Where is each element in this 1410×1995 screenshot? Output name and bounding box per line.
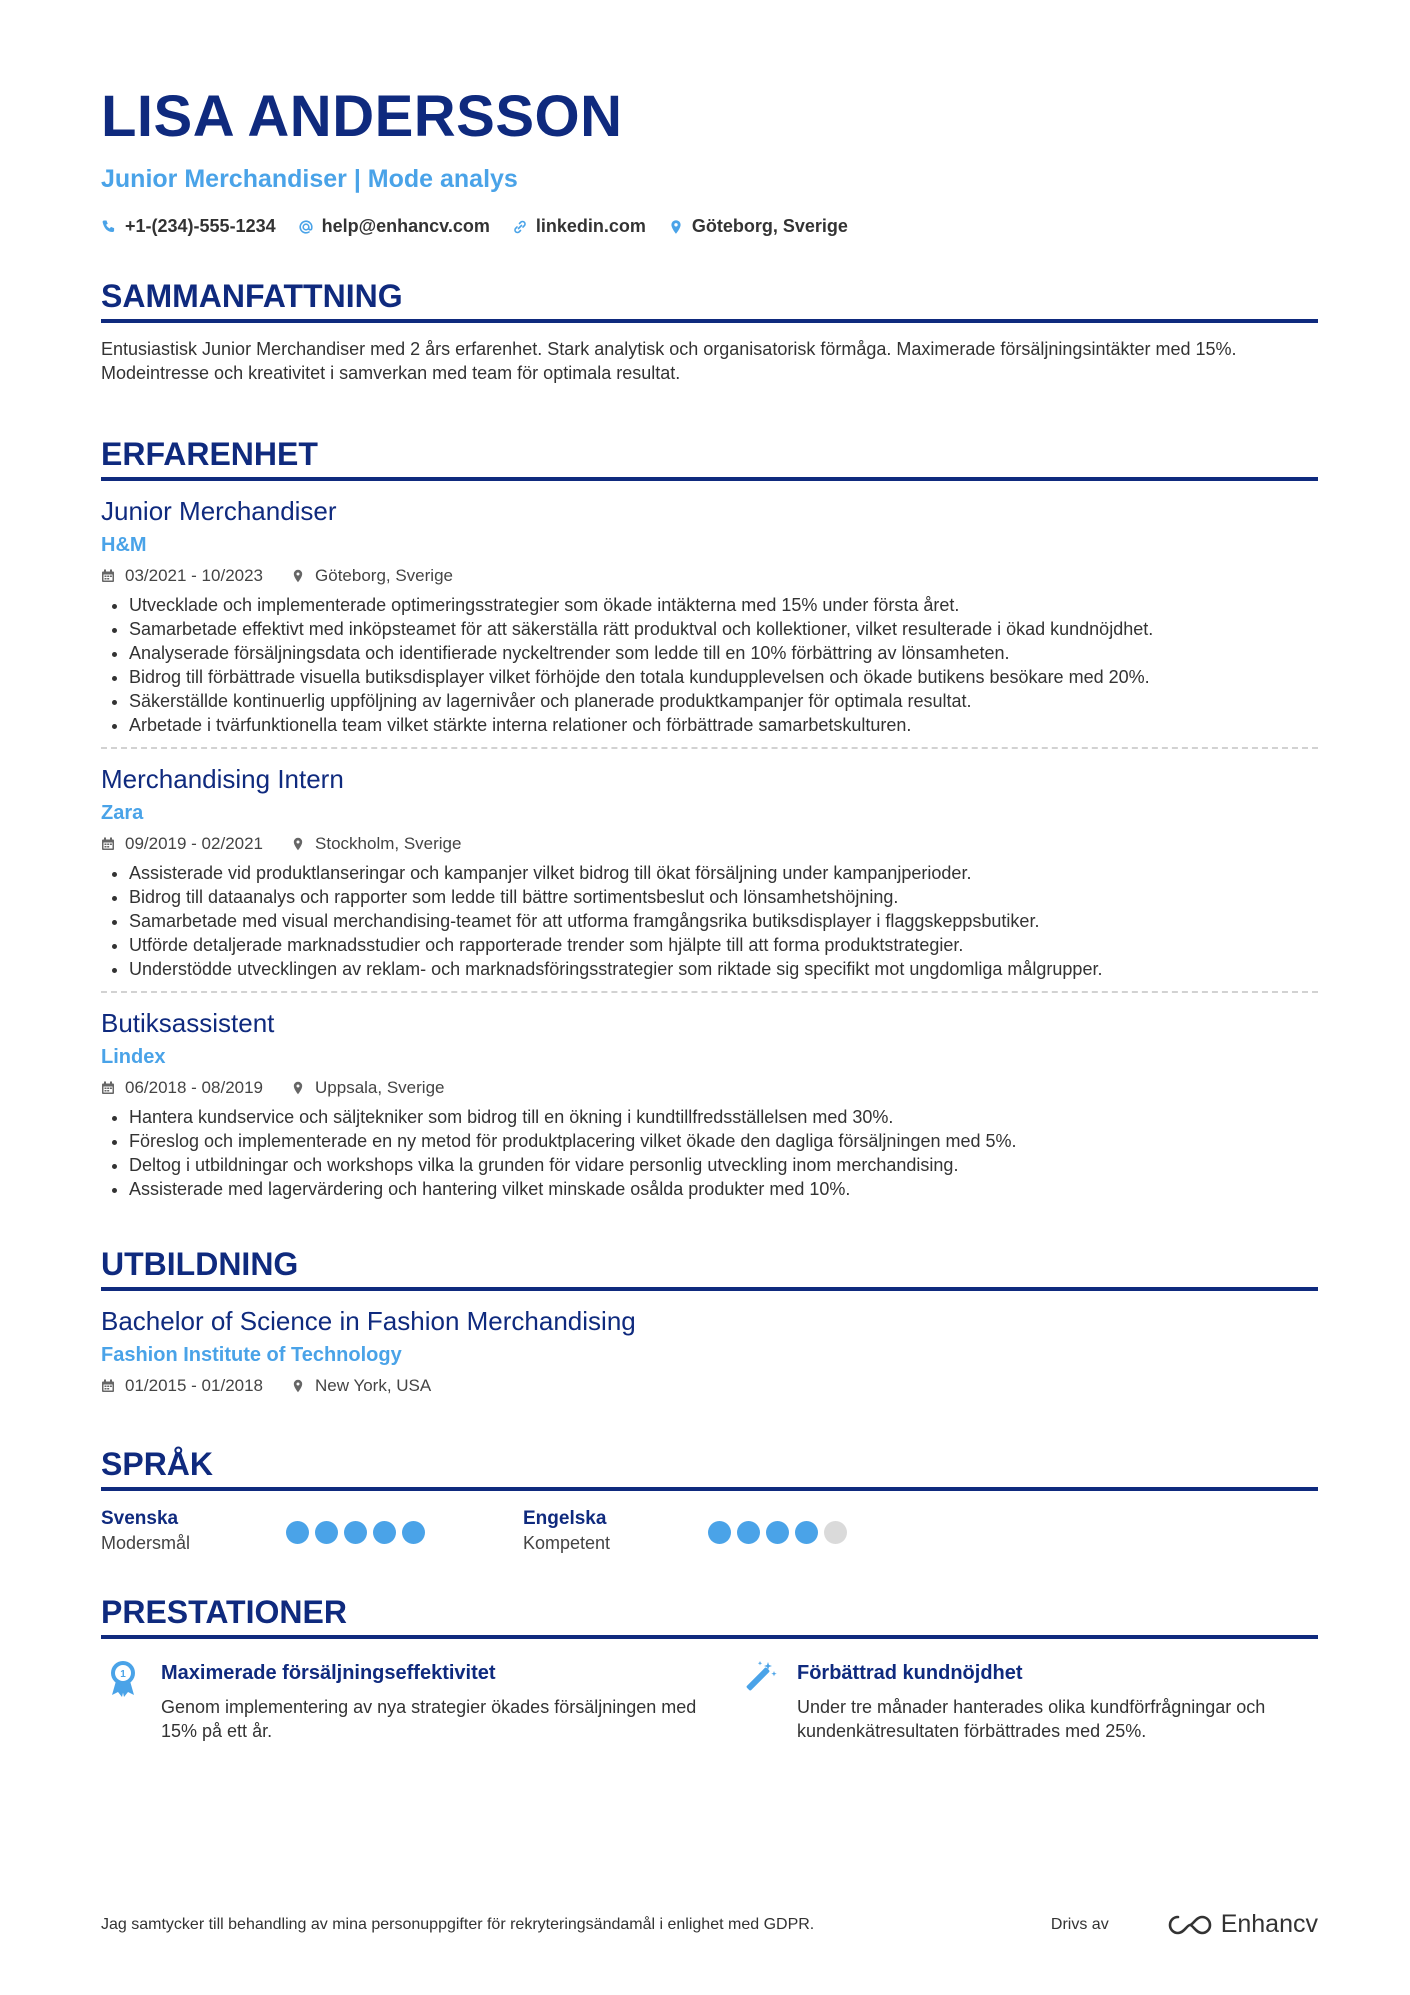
calendar-icon bbox=[101, 569, 115, 583]
achievement-title: Maximerade försäljningseffektivitet bbox=[161, 1662, 496, 1684]
rating-dot-filled bbox=[795, 1521, 818, 1544]
rating-dot-filled bbox=[737, 1521, 760, 1544]
school-name: Fashion Institute of Technology bbox=[101, 1344, 402, 1366]
section-title-languages: SPRÅK bbox=[101, 1445, 1318, 1491]
bullet-item: • Föreslog och implementerade en ny metod för produktplacering vilket ökade den dagliga försäljningen med 5%. bbox=[129, 1129, 1318, 1153]
resume-page bbox=[101, 84, 1318, 1743]
degree-title: Bachelor of Science in Fashion Merchandising bbox=[101, 1306, 636, 1336]
job-entry bbox=[101, 481, 1318, 749]
languages-section bbox=[101, 1445, 1318, 1555]
rating-dot-filled bbox=[402, 1521, 425, 1544]
award-ribbon-icon bbox=[101, 1659, 145, 1743]
section-title-experience: ERFARENHET bbox=[101, 435, 1318, 481]
experience-section bbox=[101, 435, 1318, 1211]
footer bbox=[101, 1910, 1318, 1939]
bullet-item: • Bidrog till dataanalys och rapporter som ledde till bättre sortimentsbeslut och lönsamhetshöjning. bbox=[129, 885, 1318, 909]
magic-wand-icon bbox=[737, 1659, 781, 1743]
job-dates bbox=[101, 1077, 263, 1099]
summary-section bbox=[101, 277, 1318, 385]
infinity-logo-icon bbox=[1167, 1913, 1213, 1937]
job-meta bbox=[101, 1077, 1318, 1099]
job-location bbox=[291, 565, 453, 587]
rating-dot-filled bbox=[708, 1521, 731, 1544]
calendar-icon bbox=[101, 837, 115, 851]
job-bullets bbox=[101, 861, 1318, 981]
achievement-title: Förbättrad kundnöjdhet bbox=[797, 1662, 1023, 1684]
rating-dot-filled bbox=[286, 1521, 309, 1544]
bullet-item: • Utförde detaljerade marknadsstudier och rapporterade trender som hjälpte till att forma produktstrategier. bbox=[129, 933, 1318, 957]
job-entry bbox=[101, 993, 1318, 1211]
bullet-item: • Samarbetade med visual merchandising-teamet för att utforma framgångsrika butiksdisplayer i flaggskeppsbutiker. bbox=[129, 909, 1318, 933]
map-pin-icon bbox=[291, 837, 305, 851]
email-text: help@enhancv.com bbox=[321, 216, 490, 236]
map-pin-icon bbox=[291, 1081, 305, 1095]
bullet-item: • Arbetade i tvärfunktionella team vilket stärkte interna relationer och förbättrade samarbetskulturen. bbox=[129, 713, 1318, 737]
job-location-text: Göteborg, Sverige bbox=[315, 566, 453, 585]
education-location bbox=[291, 1375, 431, 1397]
rating-dot-filled bbox=[344, 1521, 367, 1544]
education-dates-text: 01/2015 - 01/2018 bbox=[125, 1376, 264, 1395]
bullet-item: • Samarbetade effektivt med inköpsteamet för att säkerställa rätt produktval och kollektioner, vilket resulterade i ökad kundnöjdhet. bbox=[129, 617, 1318, 641]
contact-bar bbox=[101, 216, 1318, 237]
map-pin-icon bbox=[668, 219, 684, 235]
language-rating bbox=[286, 1507, 425, 1555]
achievement-list bbox=[101, 1659, 1318, 1743]
job-bullets bbox=[101, 1105, 1318, 1201]
section-title-education: UTBILDNING bbox=[101, 1245, 1318, 1291]
rating-dot-empty bbox=[824, 1521, 847, 1544]
education-location-text: New York, USA bbox=[315, 1376, 432, 1395]
language-name: Svenska bbox=[101, 1508, 179, 1529]
achievement-desc: Under tre månader hanterades olika kundförfrågningar och kundenkätresultaten förbättrades med 25%. bbox=[797, 1697, 1266, 1741]
location-text: Göteborg, Sverige bbox=[691, 216, 848, 236]
education-meta bbox=[101, 1375, 1318, 1397]
phone-text: +1-(234)-555-1234 bbox=[125, 216, 276, 236]
contact-location bbox=[668, 216, 848, 237]
job-dates bbox=[101, 833, 263, 855]
education-entry bbox=[101, 1291, 1318, 1407]
bullet-item: • Assisterade med lagervärdering och hantering vilket minskade osålda produkter med 10%. bbox=[129, 1177, 1318, 1201]
job-dates-text: 09/2019 - 02/2021 bbox=[125, 834, 264, 853]
candidate-name: LISA ANDERSSON bbox=[101, 84, 623, 149]
rating-dot-filled bbox=[373, 1521, 396, 1544]
achievement-item bbox=[101, 1659, 737, 1743]
candidate-subtitle: Junior Merchandiser | Mode analys bbox=[101, 165, 518, 193]
language-rating bbox=[708, 1507, 847, 1555]
job-dates bbox=[101, 565, 263, 587]
contact-linkedin[interactable] bbox=[512, 216, 646, 237]
company-name: H&M bbox=[101, 534, 147, 556]
job-bullets bbox=[101, 593, 1318, 737]
rating-dot-filled bbox=[315, 1521, 338, 1544]
job-location-text: Stockholm, Sverige bbox=[315, 834, 462, 853]
at-sign-icon bbox=[298, 219, 314, 235]
job-title: Merchandising Intern bbox=[101, 764, 344, 794]
bullet-item: • Deltog i utbildningar och workshops vilka la grunden för vidare personlig utveckling inom merchandising. bbox=[129, 1153, 1318, 1177]
language-level: Modersmål bbox=[101, 1533, 191, 1553]
job-location bbox=[291, 1077, 444, 1099]
powered-by: Drivs av bbox=[1050, 1915, 1109, 1933]
achievement-desc: Genom implementering av nya strategier ökades försäljningen med 15% på ett år. bbox=[161, 1697, 697, 1741]
job-dates-text: 03/2021 - 10/2023 bbox=[125, 566, 264, 585]
job-entry bbox=[101, 749, 1318, 993]
calendar-icon bbox=[101, 1081, 115, 1095]
job-meta bbox=[101, 833, 1318, 855]
company-name: Lindex bbox=[101, 1046, 166, 1068]
contact-phone[interactable] bbox=[101, 216, 276, 237]
bullet-item: • Bidrog till förbättrade visuella butiksdisplayer vilket förhöjde den totala kundupplevelsen och ökade butikens besökare med 20%. bbox=[129, 665, 1318, 689]
bullet-item: • Assisterade vid produktlanseringar och kampanjer vilket bidrog till ökat försäljning under kampanjperioder. bbox=[129, 861, 1318, 885]
map-pin-icon bbox=[291, 569, 305, 583]
job-title: Butiksassistent bbox=[101, 1008, 275, 1038]
achievement-item bbox=[737, 1659, 1297, 1743]
job-title: Junior Merchandiser bbox=[101, 496, 337, 526]
link-icon bbox=[512, 219, 528, 235]
linkedin-text: linkedin.com bbox=[535, 216, 646, 236]
bullet-item: • Analyserade försäljningsdata och identifierade nyckeltrender som ledde till en 10% förbättring av lönsamheten. bbox=[129, 641, 1318, 665]
calendar-icon bbox=[101, 1379, 115, 1393]
rating-dot-filled bbox=[766, 1521, 789, 1544]
bullet-item: • Hantera kundservice och säljtekniker som bidrog till en ökning i kundtillfredsställelsen med 30%. bbox=[129, 1105, 1318, 1129]
phone-icon bbox=[101, 219, 117, 235]
gdpr-consent: Jag samtycker till behandling av mina personuppgifter för rekryteringsändamål i enlighet med GDPR. bbox=[101, 1915, 815, 1933]
language-level: Kompetent bbox=[523, 1533, 611, 1553]
summary-text: Entusiastisk Junior Merchandiser med 2 års erfarenhet. Stark analytisk och organisatorisk förmåga. Maximerade försäljningsintäkter med 15%. Modeintresse och kreativitet i samverkan med team för optimala resultat. bbox=[101, 339, 1237, 383]
section-title-achievements: PRESTATIONER bbox=[101, 1593, 1318, 1639]
section-title-summary: SAMMANFATTNING bbox=[101, 277, 1318, 323]
job-meta bbox=[101, 565, 1318, 587]
language-list bbox=[101, 1507, 1318, 1555]
brand-name: Enhancv bbox=[1220, 1910, 1318, 1938]
achievements-section bbox=[101, 1593, 1318, 1743]
education-dates bbox=[101, 1375, 263, 1397]
map-pin-icon bbox=[291, 1379, 305, 1393]
company-name: Zara bbox=[101, 802, 144, 824]
bullet-item: • Utvecklade och implementerade optimeringsstrategier som ökade intäkterna med 15% under första året. bbox=[129, 593, 1318, 617]
education-section bbox=[101, 1245, 1318, 1407]
language-name: Engelska bbox=[523, 1508, 607, 1529]
contact-email[interactable] bbox=[298, 216, 490, 237]
language-item bbox=[523, 1507, 945, 1555]
job-dates-text: 06/2018 - 08/2019 bbox=[125, 1078, 264, 1097]
bullet-item: • Säkerställde kontinuerlig uppföljning av lagernivåer och planerade produktkampanjer för optimala resultat. bbox=[129, 689, 1318, 713]
svg-text:1: 1 bbox=[120, 1669, 126, 1680]
job-location bbox=[291, 833, 461, 855]
job-location-text: Uppsala, Sverige bbox=[315, 1078, 445, 1097]
language-item bbox=[101, 1507, 523, 1555]
bullet-item: • Understödde utvecklingen av reklam- och marknadsföringsstrategier som riktade sig specifikt mot ungdomliga målgrupper. bbox=[129, 957, 1318, 981]
enhancv-logo[interactable] bbox=[1167, 1910, 1318, 1939]
